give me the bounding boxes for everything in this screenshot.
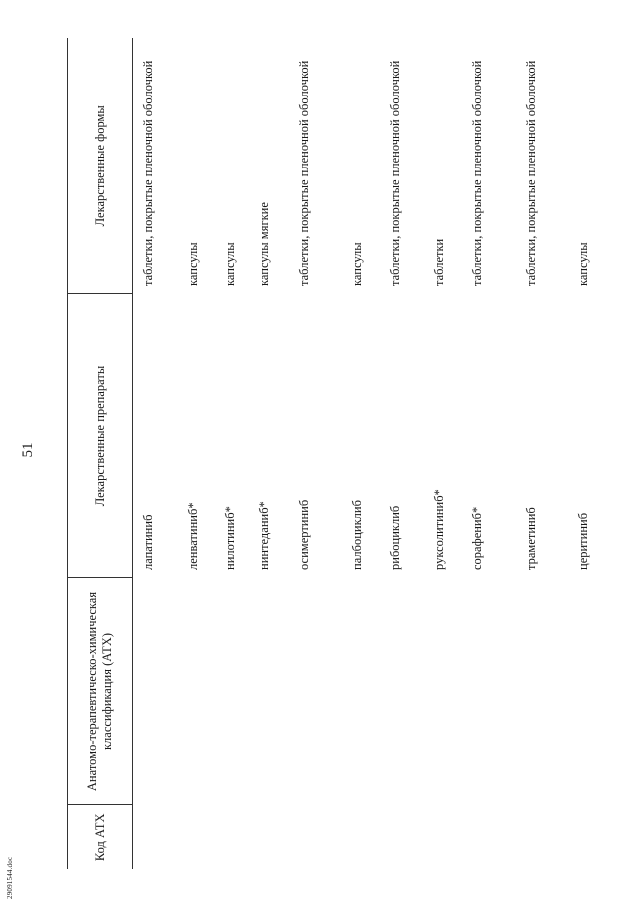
cell-form: таблетки, покрытые пленочной оболочкой xyxy=(523,60,538,286)
cell-code xyxy=(257,805,297,869)
cell-code xyxy=(576,805,616,869)
cell-atc xyxy=(133,578,186,805)
cell-form: капсулы xyxy=(575,242,590,286)
table-row xyxy=(432,38,470,869)
page-number: 51 xyxy=(20,442,36,458)
cell-atc xyxy=(350,578,388,805)
cell-code xyxy=(223,805,257,869)
cell-form: капсулы мягкие xyxy=(256,202,271,286)
cell-code xyxy=(297,805,350,869)
cell-code xyxy=(524,805,576,869)
document-filename: 29091544.doc xyxy=(6,856,14,899)
cell-drug: палбоциклиб xyxy=(349,500,364,570)
cell-form: таблетки xyxy=(431,238,446,286)
cell-atc xyxy=(186,578,223,805)
cell-atc xyxy=(432,578,470,805)
cell-drug: рибоциклиб xyxy=(387,505,402,570)
table-row xyxy=(470,38,524,869)
cell-atc xyxy=(257,578,297,805)
header-atc-code: Код АТХ xyxy=(68,805,133,869)
cell-form: таблетки, покрытые пленочной оболочкой xyxy=(296,60,311,286)
cell-form: капсулы xyxy=(222,242,237,286)
cell-atc xyxy=(223,578,257,805)
cell-atc xyxy=(524,578,576,805)
cell-drug: осимертиниб xyxy=(296,499,311,570)
header-dosage-forms: Лекарственные формы xyxy=(68,38,133,294)
cell-code xyxy=(388,805,432,869)
table-row xyxy=(297,38,350,869)
cell-form: капсулы xyxy=(349,242,364,286)
table-row xyxy=(133,38,186,869)
table-row xyxy=(257,38,297,869)
cell-drug: церитиниб xyxy=(575,512,590,570)
cell-drug: лапатиниб xyxy=(141,514,155,570)
cell-form: таблетки, покрытые пленочной оболочкой xyxy=(469,60,484,286)
table-row xyxy=(388,38,432,869)
cell-atc xyxy=(297,578,350,805)
table-header-row xyxy=(68,38,133,869)
drug-table xyxy=(67,38,616,869)
header-atc-classification: Анатомо-терапевтическо-химическая классификация (АТХ) xyxy=(68,578,133,805)
cell-atc xyxy=(470,578,524,805)
cell-form: таблетки, покрытые пленочной оболочкой xyxy=(141,60,155,286)
table-row xyxy=(576,38,616,869)
table-row xyxy=(350,38,388,869)
cell-drug: руксолитиниб* xyxy=(431,489,446,570)
table-row xyxy=(223,38,257,869)
cell-atc xyxy=(576,578,616,805)
cell-code xyxy=(432,805,470,869)
cell-drug: траметиниб xyxy=(523,507,538,570)
cell-drug: ленватиниб* xyxy=(185,502,200,570)
cell-code xyxy=(470,805,524,869)
cell-code xyxy=(186,805,223,869)
cell-form: капсулы xyxy=(185,242,200,286)
table-row xyxy=(524,38,576,869)
cell-drug: нилотиниб* xyxy=(222,506,237,570)
cell-code xyxy=(350,805,388,869)
cell-atc xyxy=(388,578,432,805)
cell-drug: сорафениб* xyxy=(469,506,484,570)
cell-form: таблетки, покрытые пленочной оболочкой xyxy=(387,60,402,286)
cell-drug: нинтеданиб* xyxy=(256,501,271,570)
header-drugs: Лекарственные препараты xyxy=(68,294,133,578)
table-row xyxy=(186,38,223,869)
cell-code xyxy=(133,805,186,869)
